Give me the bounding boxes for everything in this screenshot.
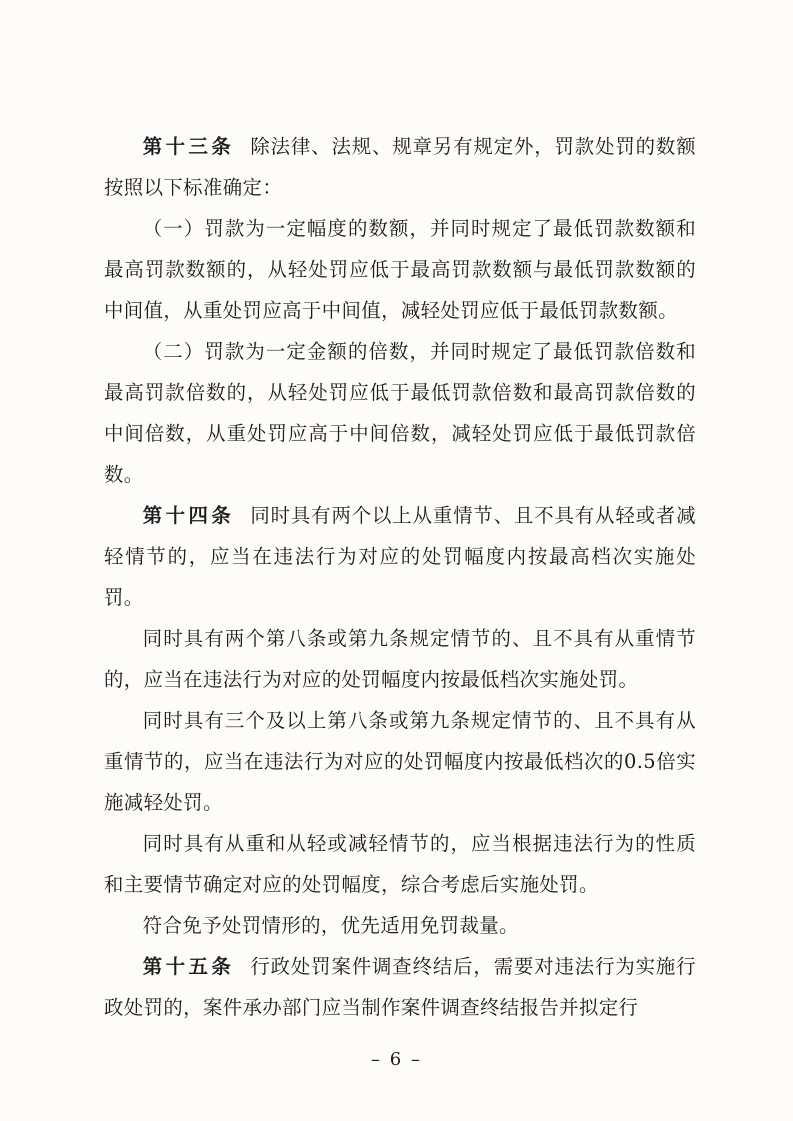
article-heading: 第十五条 — [142, 955, 235, 978]
paragraph-text: 同时具有从重和从轻或减轻情节的，应当根据违法行为的性质和主要情节确定对应的处罚幅度，综合考虑后实施处罚。 — [104, 832, 696, 896]
paragraph-text: （二）罚款为一定金额的倍数，并同时规定了最低罚款倍数和最高罚款倍数的，从轻处罚应低于最低罚款倍数和最高罚款倍数的中间倍数，从重处罚应高于中间倍数，减轻处罚应低于最低罚款倍数。 — [104, 340, 696, 486]
document-body — [104, 126, 696, 1028]
article-heading: 第十四条 — [142, 504, 235, 527]
paragraph-article-14 — [104, 495, 696, 618]
paragraph-text: 符合免予处罚情形的，优先适用免罚裁量。 — [142, 914, 519, 937]
paragraph-article-13-item-2 — [104, 331, 696, 495]
paragraph-article-13-item-1 — [104, 208, 696, 331]
page-number: – 6 – — [371, 1049, 422, 1070]
paragraph-article-13 — [104, 126, 696, 208]
paragraph-article-14-p3 — [104, 700, 696, 823]
paragraph-text: 行政处罚案件调查终结后，需要对违法行为实施行政处罚的，案件承办部门应当制作案件调查终结报告并拟定行 — [104, 955, 696, 1019]
paragraph-text: 同时具有两个第八条或第九条规定情节的、且不具有从重情节的，应当在违法行为对应的处罚幅度内按最低档次实施处罚。 — [104, 627, 696, 691]
paragraph-text: （一）罚款为一定幅度的数额，并同时规定了最低罚款数额和最高罚款数额的，从轻处罚应低于最高罚款数额与最低罚款数额的中间值，从重处罚应高于中间值，减轻处罚应低于最低罚款数额。 — [104, 217, 696, 322]
paragraph-article-14-p5 — [104, 905, 696, 946]
paragraph-text: 除法律、法规、规章另有规定外，罚款处罚的数额按照以下标准确定： — [104, 135, 696, 199]
paragraph-text: 同时具有两个以上从重情节、且不具有从轻或者减轻情节的，应当在违法行为对应的处罚幅度内按最高档次实施处罚。 — [104, 504, 696, 609]
paragraph-article-14-p4 — [104, 823, 696, 905]
paragraph-text: 同时具有三个及以上第八条或第九条规定情节的、且不具有从重情节的，应当在违法行为对应的处罚幅度内按最低档次的0.5倍实施减轻处罚。 — [104, 709, 696, 814]
paragraph-article-15 — [104, 946, 696, 1028]
article-heading: 第十三条 — [142, 135, 235, 158]
page-footer — [0, 1049, 793, 1070]
paragraph-article-14-p2 — [104, 618, 696, 700]
